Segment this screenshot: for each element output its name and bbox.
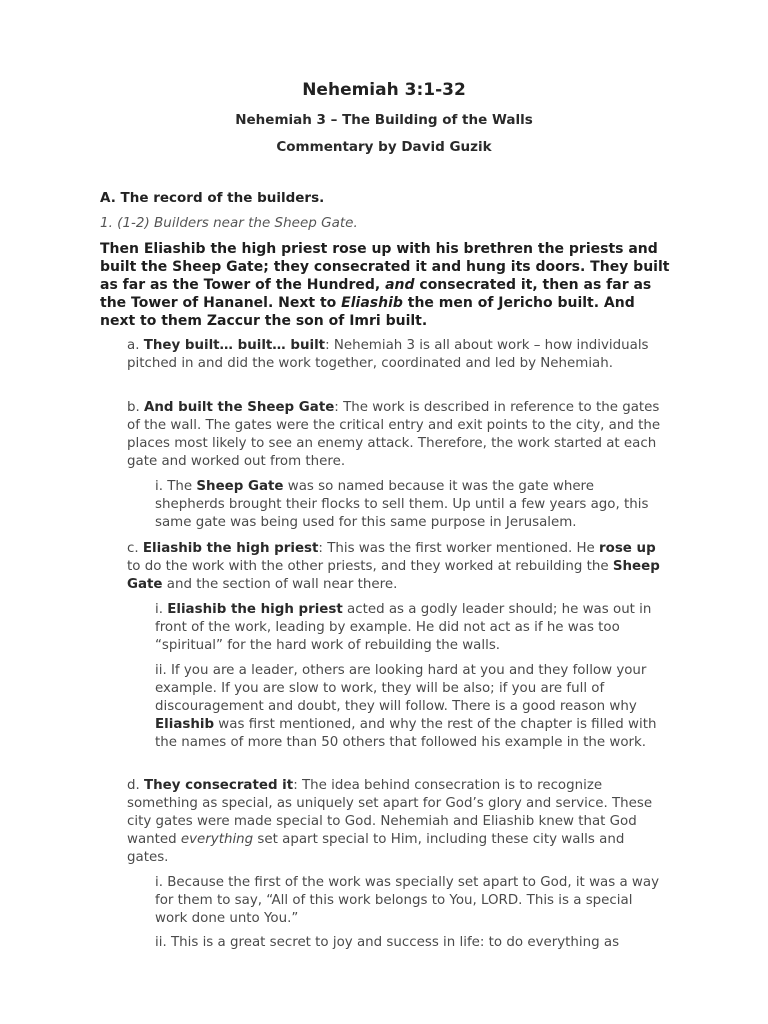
para-text: and the section of wall near there.	[162, 577, 398, 592]
commentary-paragraph-d-i	[155, 874, 667, 928]
para-prefix: i. The	[155, 479, 197, 494]
document-subtitle: Nehemiah 3 – The Building of the Walls	[235, 112, 533, 128]
scripture-passage	[100, 240, 670, 330]
byline: Commentary by David Guzik	[276, 139, 492, 155]
para-text: acted as a godly leader should; he was out in front of the work, leading by example. He did not act as if he was too “spiritual” for the hard work of rebuilding the walls.	[155, 602, 652, 653]
scripture-emphasis: and	[385, 277, 415, 293]
point-heading: 1. (1-2) Builders near the Sheep Gate.	[100, 215, 358, 231]
scripture-text: the men of Jericho built. And next to them Zaccur the son of Imri built.	[100, 295, 635, 329]
para-emphasis: everything	[180, 832, 254, 847]
para-text: was so named because it was the gate where shepherds brought their flocks to sell them. Up until a few years ago, this same gate was being used for this same purpose in Jerusalem.	[155, 479, 649, 530]
para-text: : The idea behind consecration is to recognize something as special, as uniquely set apart for God’s glory and service. These city gates were made special to God. Nehemiah and Eliashib knew that God wanted	[127, 778, 653, 847]
commentary-paragraph-d-ii	[155, 934, 667, 952]
commentary-paragraph-c-ii	[155, 662, 667, 752]
para-prefix: b.	[127, 400, 145, 415]
para-prefix: c.	[127, 541, 143, 556]
scripture-emphasis: Eliashib	[341, 295, 403, 311]
para-keyphrase: And built the Sheep Gate	[144, 400, 335, 415]
para-text: : The work is described in reference to the gates of the wall. The gates were the critical entry and exit points to the city, and the places most likely to see an enemy attack. Therefore, the work started at each gate and worked out from there.	[127, 400, 661, 469]
scripture-text: Then Eliashib the high priest rose up with his brethren the priests and built the Sheep Gate; they consecrated it and hung its doors. They built as far as the Tower of the Hundred,	[100, 241, 670, 293]
para-prefix: a.	[127, 338, 144, 353]
commentary-paragraph-d	[127, 777, 667, 867]
scripture-text: consecrated it, then as far as the Tower of Hananel. Next to	[100, 277, 652, 311]
para-text: set apart special to Him, including these city walls and gates.	[127, 832, 625, 865]
para-keyphrase: rose up	[599, 541, 656, 556]
para-keyphrase: Eliashib the high priest	[142, 541, 319, 556]
para-text: i. Because the first of the work was specially set apart to God, it was a way for them to say, “All of this work belongs to You, LORD. This is a special work done unto You.”	[155, 875, 659, 926]
commentary-paragraph-b	[127, 399, 667, 471]
para-text: ii. This is a great secret to joy and success in life: to do everything as	[155, 935, 620, 950]
document-title: Nehemiah 3:1-32	[302, 80, 466, 100]
para-text: : Nehemiah 3 is all about work – how individuals pitched in and did the work together, coordinated and led by Nehemiah.	[127, 338, 649, 371]
para-text: : This was the first worker mentioned. He	[318, 541, 600, 556]
para-text: to do the work with the other priests, and they worked at rebuilding the	[127, 559, 613, 574]
para-prefix: d.	[127, 778, 145, 793]
para-keyphrase: Sheep Gate	[196, 479, 284, 494]
para-keyphrase: Eliashib	[155, 717, 215, 732]
para-keyphrase: Eliashib the high priest	[167, 602, 343, 617]
para-keyphrase: They built… built… built	[143, 338, 326, 353]
commentary-paragraph-c-i	[155, 601, 667, 655]
para-text: ii. If you are a leader, others are looking hard at you and they follow your example. If you are slow to work, they will be also; if you are full of discouragement and doubt, they will follow. There is a good reason why	[155, 663, 647, 714]
commentary-paragraph-b-i	[155, 478, 667, 532]
para-text: was first mentioned, and why the rest of the chapter is filled with the names of more than 50 others that followed his example in the work.	[155, 717, 657, 750]
para-prefix: i.	[155, 602, 168, 617]
commentary-paragraph-a	[127, 337, 667, 373]
para-keyphrase: Sheep Gate	[127, 559, 660, 592]
section-heading: A. The record of the builders.	[100, 190, 325, 206]
para-keyphrase: They consecrated it	[144, 778, 294, 793]
commentary-paragraph-c	[127, 540, 667, 594]
